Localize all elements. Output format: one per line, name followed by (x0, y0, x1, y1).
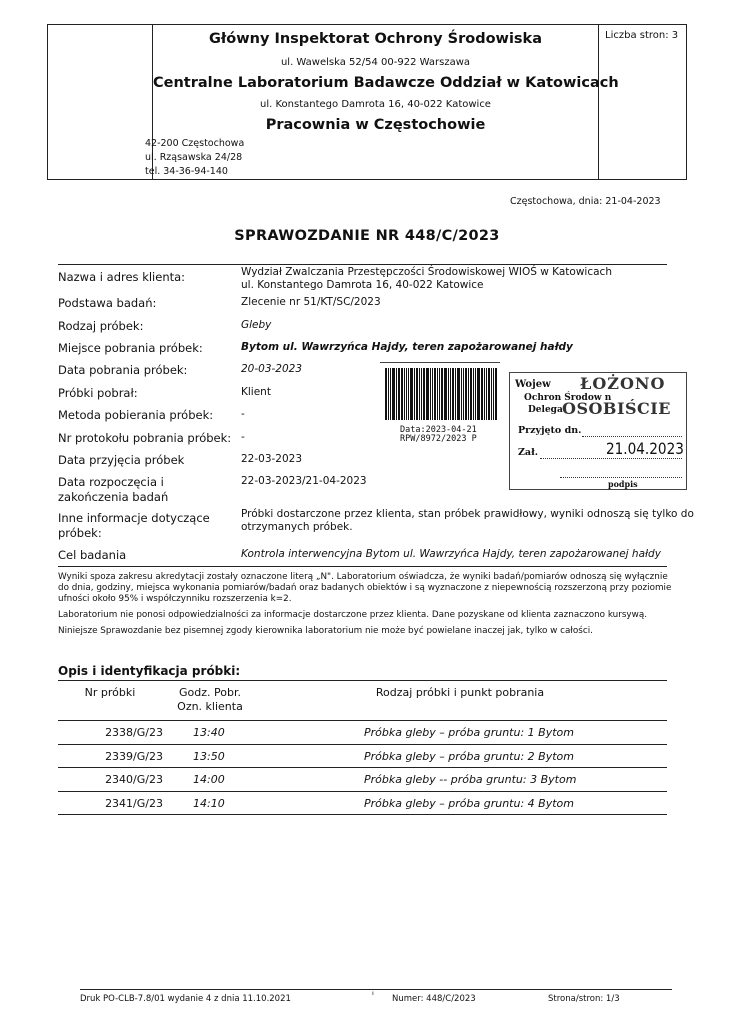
barcode-bar (432, 368, 433, 420)
barcode-bar (481, 368, 483, 420)
sample-number: 2340/G/23 (105, 773, 163, 786)
receipt-date-value: 22-03-2023 (241, 453, 303, 465)
info-bottom-rule (58, 566, 667, 567)
unit-address-line2: ul. Rząsawska 24/28 (145, 152, 243, 163)
barcode-bar (388, 368, 389, 420)
col-header-time-line1: Godz. Pobr. (179, 686, 241, 699)
barcode-bar (398, 368, 400, 420)
period-label-line2: zakończenia badań (58, 490, 169, 504)
period-label-line1: Data rozpoczęcia i (58, 475, 164, 489)
unit-address-line1: 42-200 Częstochowa (145, 138, 245, 149)
table-row-rule (58, 814, 667, 815)
footer-report-number: Numer: 448/C/2023 (392, 994, 476, 1004)
barcode-bar (426, 368, 429, 420)
barcode-bar (488, 368, 490, 420)
purpose-value: Kontrola interwencyjna Bytom ul. Wawrzyńca Hajdy, teren zapożarowanej hałdy (241, 548, 661, 560)
sample-number: 2341/G/23 (105, 796, 163, 810)
receipt-stamp (509, 372, 687, 490)
footer-separator-mark: ᑊ (372, 991, 374, 1001)
barcode-bar (408, 368, 409, 420)
footer-form-id: Druk PO-CLB-7.8/01 wydanie 4 z dnia 11.10.2021 (80, 994, 291, 1004)
barcode-bar (423, 368, 425, 420)
header-left-cell (48, 25, 153, 179)
barcode-bar (477, 368, 480, 420)
org-address: ul. Wawelska 52/54 00-922 Warszawa (280, 57, 471, 68)
basis-value: Zlecenie nr 51/KT/SC/2023 (241, 296, 381, 308)
col-header-description: Rodzaj próbki i punkt pobrania (375, 686, 545, 699)
barcode-bar (434, 368, 436, 420)
barcode-bar (457, 368, 460, 420)
client-name: Wydział Zwalczania Przestępczości Środowiskowej WIOŚ w Katowicach (241, 266, 612, 278)
barcode-bar (463, 368, 464, 420)
barcode-bar (495, 368, 497, 420)
barcode-bar (473, 368, 474, 420)
barcode-bar (419, 368, 420, 420)
table-row-rule (58, 744, 667, 745)
barcode-bar (410, 368, 413, 420)
stamp-overprint-zlozono: ŁOŻONO (580, 374, 666, 393)
barcode-bar (491, 368, 492, 420)
stamp-line3-prefix: Delega (528, 405, 563, 415)
other-info-label-line2: próbek: (58, 526, 102, 540)
barcode-caption (400, 426, 477, 444)
sampling-date-value: 20-03-2023 (241, 363, 303, 375)
sample-section-title: Opis i identyfikacja próbki: (58, 664, 241, 678)
table-top-rule (58, 680, 667, 681)
method-value: - (241, 408, 245, 420)
barcode-bar (450, 368, 451, 420)
sample-time: 14:10 (193, 796, 225, 810)
barcode-bar (439, 368, 440, 420)
barcode-bar (406, 368, 407, 420)
barcode-bar (390, 368, 391, 420)
receipt-date-label: Data przyjęcia próbek (58, 453, 185, 467)
barcode-bar (401, 368, 403, 420)
sampling-place-value: Bytom ul. Wawrzyńca Hajdy, teren zapożarowanej hałdy (241, 341, 573, 353)
barcode-bar (465, 368, 467, 420)
stamp-signature-dots (560, 477, 682, 478)
other-info-value-line1: Próbki dostarczone przez klienta, stan próbek prawidłowy, wyniki odnoszą się tylko do (241, 508, 694, 520)
stamp-line1-prefix: Wojew (515, 379, 551, 390)
org-name: Główny Inspektorat Ochrony Środowiska (209, 31, 542, 47)
stamp-attachment-label: Zał. (518, 447, 539, 458)
place-date: Częstochowa, dnia: 21-04-2023 (510, 196, 661, 207)
footer-rule (80, 989, 672, 990)
method-label: Metoda pobierania próbek: (58, 408, 214, 422)
other-info-value-line2: otrzymanych próbek. (241, 521, 353, 533)
unit-name: Pracownia w Częstochowie (265, 117, 486, 133)
sampler-label: Próbki pobrał: (58, 386, 138, 400)
barcode-bar (470, 368, 472, 420)
barcode-bar (452, 368, 454, 420)
barcode-bar (404, 368, 405, 420)
stamp-received-dots (582, 436, 682, 437)
barcode-bar (448, 368, 449, 420)
client-address: ul. Konstantego Damrota 16, 40-022 Katowice (241, 279, 484, 291)
stamp-overprint-osobiscie: OSOBIŚCIE (562, 399, 671, 418)
registration-barcode (385, 368, 499, 420)
barcode-bar (484, 368, 485, 420)
table-row-rule (58, 791, 667, 792)
page-count: Liczba stron: 3 (605, 30, 679, 41)
stamp-handwritten-date: 21.04.2023 (606, 439, 684, 458)
barcode-bar (475, 368, 476, 420)
basis-label: Podstawa badań: (58, 296, 157, 310)
unit-phone: tel. 34-36-94-140 (145, 166, 228, 177)
sample-number: 2338/G/23 (105, 726, 163, 739)
barcode-bar (421, 368, 422, 420)
barcode-bar (430, 368, 431, 420)
sample-type-value: Gleby (241, 319, 272, 331)
barcode-bar (392, 368, 395, 420)
barcode-bar (416, 368, 418, 420)
header-box (47, 24, 687, 180)
col-header-sample-number: Nr próbki (84, 686, 136, 699)
table-row-rule (58, 767, 667, 768)
report-title: SPRAWOZDANIE NR 448/C/2023 (234, 228, 500, 244)
barcode-bar (486, 368, 487, 420)
stamp-line2: Ochron Środow n (524, 393, 612, 403)
stamp-signature-label: podpis (608, 479, 638, 489)
sample-type-label: Rodzaj próbek: (58, 319, 144, 333)
stamp-attachment-dots (540, 458, 682, 459)
sample-number: 2339/G/23 (105, 749, 163, 763)
lab-name: Centralne Laboratorium Badawcze Oddział w Katowicach (153, 75, 619, 91)
note-liability: Laboratorium nie ponosi odpowiedzialności za informacje dostarczone przez klienta. Dane pozyskane od klienta zaznaczono kursywą. (58, 610, 648, 620)
protocol-label: Nr protokołu pobrania próbek: (58, 431, 232, 445)
other-info-label-line1: Inne informacje dotyczące (58, 511, 210, 525)
sampling-date-label: Data pobrania próbek: (58, 363, 188, 377)
col-header-time-line2: Ozn. klienta (177, 700, 243, 713)
note-accreditation: Wyniki spoza zakresu akredytacji zostały oznaczone literą „N". Laboratorium oświadcza, że wyniki badań/pomiarów odnoszą się wyłącznie do dnia, godziny, miejsca wykonania pomiarów/badań oraz badanych obiektów i są wyznaczone z niepewnością rozszerzoną przy poziomie ufności około 95% i współczynniku rozszerzenia k=2. (58, 572, 672, 604)
sample-time: 13:50 (193, 749, 225, 763)
client-label: Nazwa i adres klienta: (58, 270, 186, 284)
barcode-bar (461, 368, 462, 420)
barcode-top-line (380, 362, 500, 363)
sample-description: Próbka gleby – próba gruntu: 2 Bytom (364, 749, 574, 763)
stamp-received-label: Przyjęto dn. (518, 425, 582, 436)
protocol-value: - (241, 431, 245, 443)
barcode-bar (444, 368, 447, 420)
barcode-registry-number: RPW/8972/2023 P (400, 434, 477, 444)
sample-time: 13:40 (193, 726, 225, 739)
info-top-rule (58, 264, 667, 265)
barcode-bar (468, 368, 469, 420)
barcode-bar (441, 368, 443, 420)
sample-description: Próbka gleby -- próba gruntu: 3 Bytom (364, 773, 577, 786)
sample-description: Próbka gleby – próba gruntu: 1 Bytom (364, 726, 574, 739)
footer-page-number: Strona/stron: 1/3 (548, 994, 620, 1004)
table-header-rule (58, 720, 667, 721)
barcode-bar (493, 368, 494, 420)
sampler-value: Klient (241, 386, 271, 398)
barcode-date: Data:2023-04-21 (400, 425, 477, 435)
lab-address: ul. Konstantego Damrota 16, 40-022 Katowice (260, 99, 491, 110)
sample-time: 14:00 (193, 773, 225, 786)
header-right-cell (598, 25, 687, 179)
barcode-bar (414, 368, 415, 420)
sampling-place-label: Miejsce pobrania próbek: (58, 341, 203, 355)
note-copying: Niniejsze Sprawozdanie bez pisemnej zgody kierownika laboratorium nie może być powielane inaczej jak, tylko w całości. (58, 626, 593, 636)
period-value: 22-03-2023/21-04-2023 (241, 475, 367, 487)
barcode-bar (437, 368, 438, 420)
purpose-label: Cel badania (58, 548, 127, 562)
barcode-bar (396, 368, 397, 420)
barcode-bar (385, 368, 387, 420)
sample-description: Próbka gleby – próba gruntu: 4 Bytom (364, 796, 574, 810)
barcode-bar (455, 368, 456, 420)
